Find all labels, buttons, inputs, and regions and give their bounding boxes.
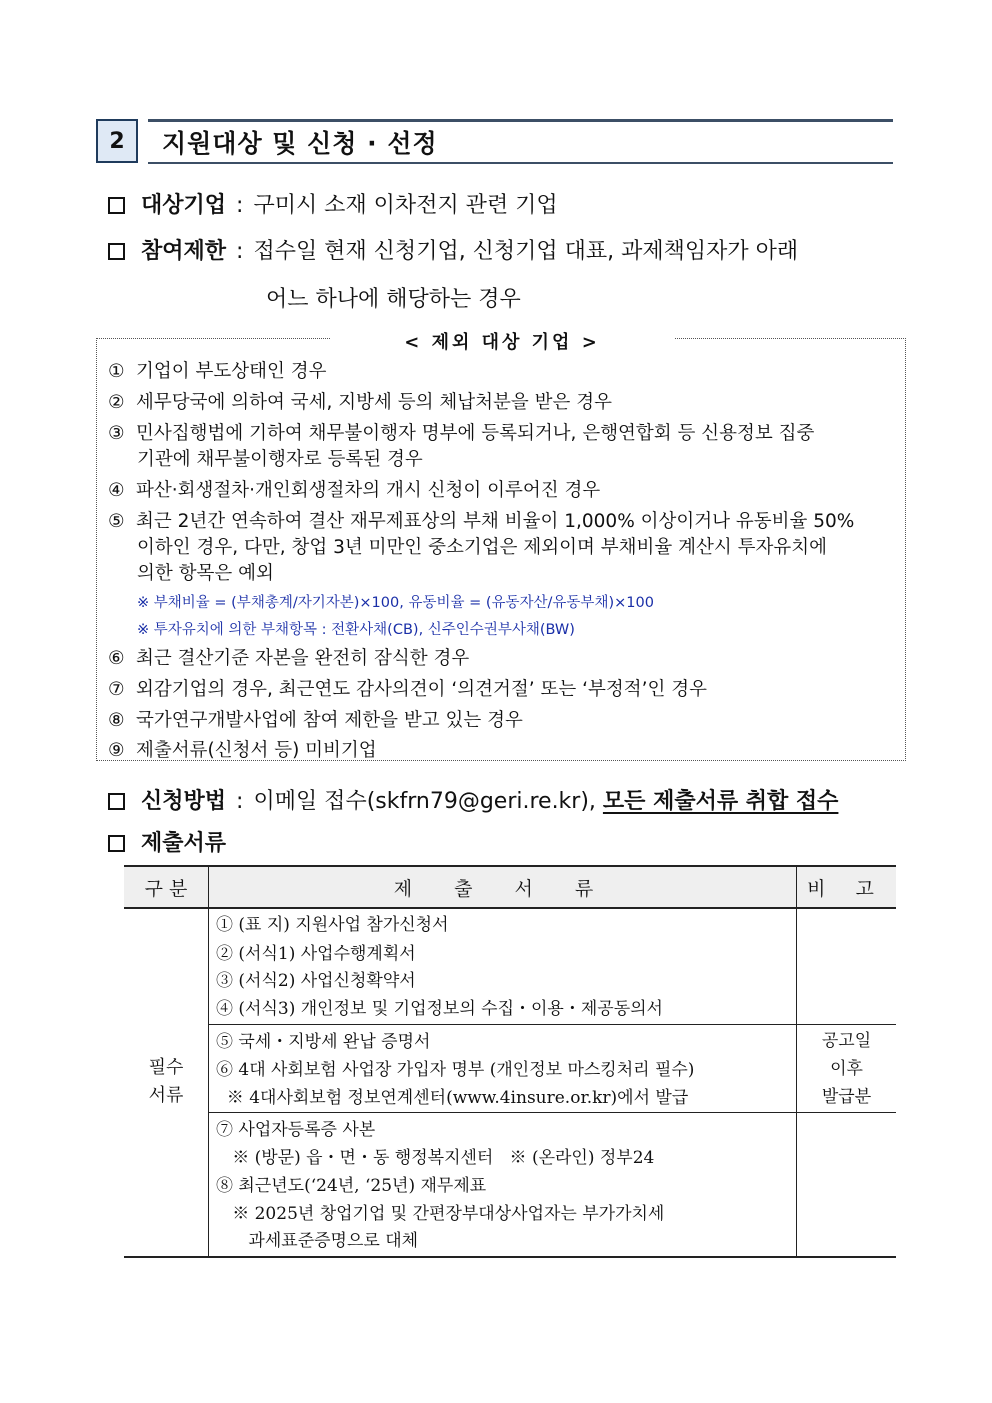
exclusion-item-cont: 이하인 경우, 다만, 창업 3년 미만인 중소기업은 제외이며 부채비율 계산시 투자유치에 [137,537,827,558]
doc-row: ④ (서식3) 개인정보 및 기업정보의 수집・이용・제공동의서 [216,999,663,1019]
exclusion-item: ② 세무당국에 의하여 국세, 지방세 등의 체납처분을 받은 경우 [108,392,612,413]
docs-row [108,826,226,857]
target-sep: : [236,193,244,218]
exclusion-item: ⑧ 국가연구개발사업에 참여 제한을 받고 있는 경우 [108,710,523,731]
doc-note: ※ 4대사회보험 정보연계센터(www.4insure.or.kr)에서 발급 [216,1088,689,1108]
doc-row: ① (표 지) 지원사업 참가신청서 [216,915,449,935]
checkbox-square-icon [108,835,125,852]
exclusion-item: ③ 민사집행법에 기하여 채무불이행자 명부에 등록되거나, 은행연합회 등 신용정보 집중 [108,423,815,444]
exclusion-item: ⑨ 제출서류(신청서 등) 미비기업 [108,740,377,761]
doc-row: ② (서식1) 사업수행계획서 [216,944,416,964]
exclusion-item: ① 기업이 부도상태인 경우 [108,361,327,382]
doc-note: 과세표준증명으로 대체 [216,1231,419,1251]
target-text: 구미시 소재 이차전지 관련 기업 [253,193,558,218]
target-row [108,188,558,219]
doc-note: ※ 2025년 창업기업 및 간편장부대상사업자는 부가가치세 [216,1204,665,1224]
exclusion-item: ④ 파산·회생절차·개인회생절차의 개시 신청이 이루어진 경우 [108,480,601,501]
apply-emphasis: 모든 제출서류 취합 접수 [602,789,839,814]
doc-row: ⑤ 국세・지방세 완납 증명서 [216,1032,431,1052]
target-label: 대상기업 [141,193,227,218]
section-title: 지원대상 및 신청 · 선정 [162,129,438,158]
doc-row: ⑦ 사업자등록증 사본 [216,1120,376,1140]
checkbox-square-icon [108,197,125,214]
apply-sep: : [236,789,244,814]
apply-label: 신청방법 [141,789,227,814]
restriction-label: 참여제한 [141,239,227,264]
section-rule-bottom [148,162,893,164]
exclusion-item-cont: 의한 항목은 예외 [137,563,274,584]
restriction-line2: 어느 하나에 해당하는 경우 [266,287,521,312]
checkbox-square-icon [108,793,125,810]
header-remark: 비 고 [797,867,896,907]
restriction-row [108,234,798,265]
doc-row: ⑧ 최근년도(‘24년, ‘25년) 재무제표 [216,1176,487,1196]
exclusion-title: < 제외 대상 기업 > [404,332,600,353]
exclusion-note: ※ 투자유치에 의한 부채항목 : 전환사채(CB), 신주인수권부사채(BW) [137,622,575,638]
exclusion-item: ⑦ 외감기업의 경우, 최근연도 감사의견이 ‘의견거절’ 또는 ‘부정적’인 경우 [108,679,707,700]
exclusion-item: ⑥ 최근 결산기준 자본을 완전히 잠식한 경우 [108,648,470,669]
restriction-sep: : [236,239,244,264]
apply-text: 이메일 접수(skfrn79@geri.re.kr), [253,789,596,814]
header-docs: 제 출 서 류 [209,867,796,907]
checkbox-square-icon [108,243,125,260]
section-number: 2 [96,119,138,163]
category-cell: 필수 서류 [148,1057,184,1106]
exclusion-note: ※ 부채비율 = (부채총계/자기자본)×100, 유동비율 = (유동자산/유동부채)×100 [137,595,654,611]
header-category: 구 분 [124,867,208,907]
doc-row: ⑥ 4대 사회보험 사업장 가입자 명부 (개인정보 마스킹처리 필수) [216,1060,695,1080]
restriction-line1: 접수일 현재 신청기업, 신청기업 대표, 과제책임자가 아래 [253,239,799,264]
docs-label: 제출서류 [141,831,227,856]
doc-note: ※ (방문) 읍・면・동 행정복지센터 ※ (온라인) 정부24 [216,1148,655,1168]
apply-row [108,784,838,815]
section-rule-top [148,119,893,122]
exclusion-item-cont: 기관에 채무불이행자로 등록된 경우 [137,449,423,470]
exclusion-item: ⑤ 최근 2년간 연속하여 결산 재무제표상의 부채 비율이 1,000% 이상이거나 유동비율 50% [108,511,855,532]
remark-cell: 공고일 이후 발급분 [821,1031,872,1107]
doc-row: ③ (서식2) 사업신청확약서 [216,971,416,991]
